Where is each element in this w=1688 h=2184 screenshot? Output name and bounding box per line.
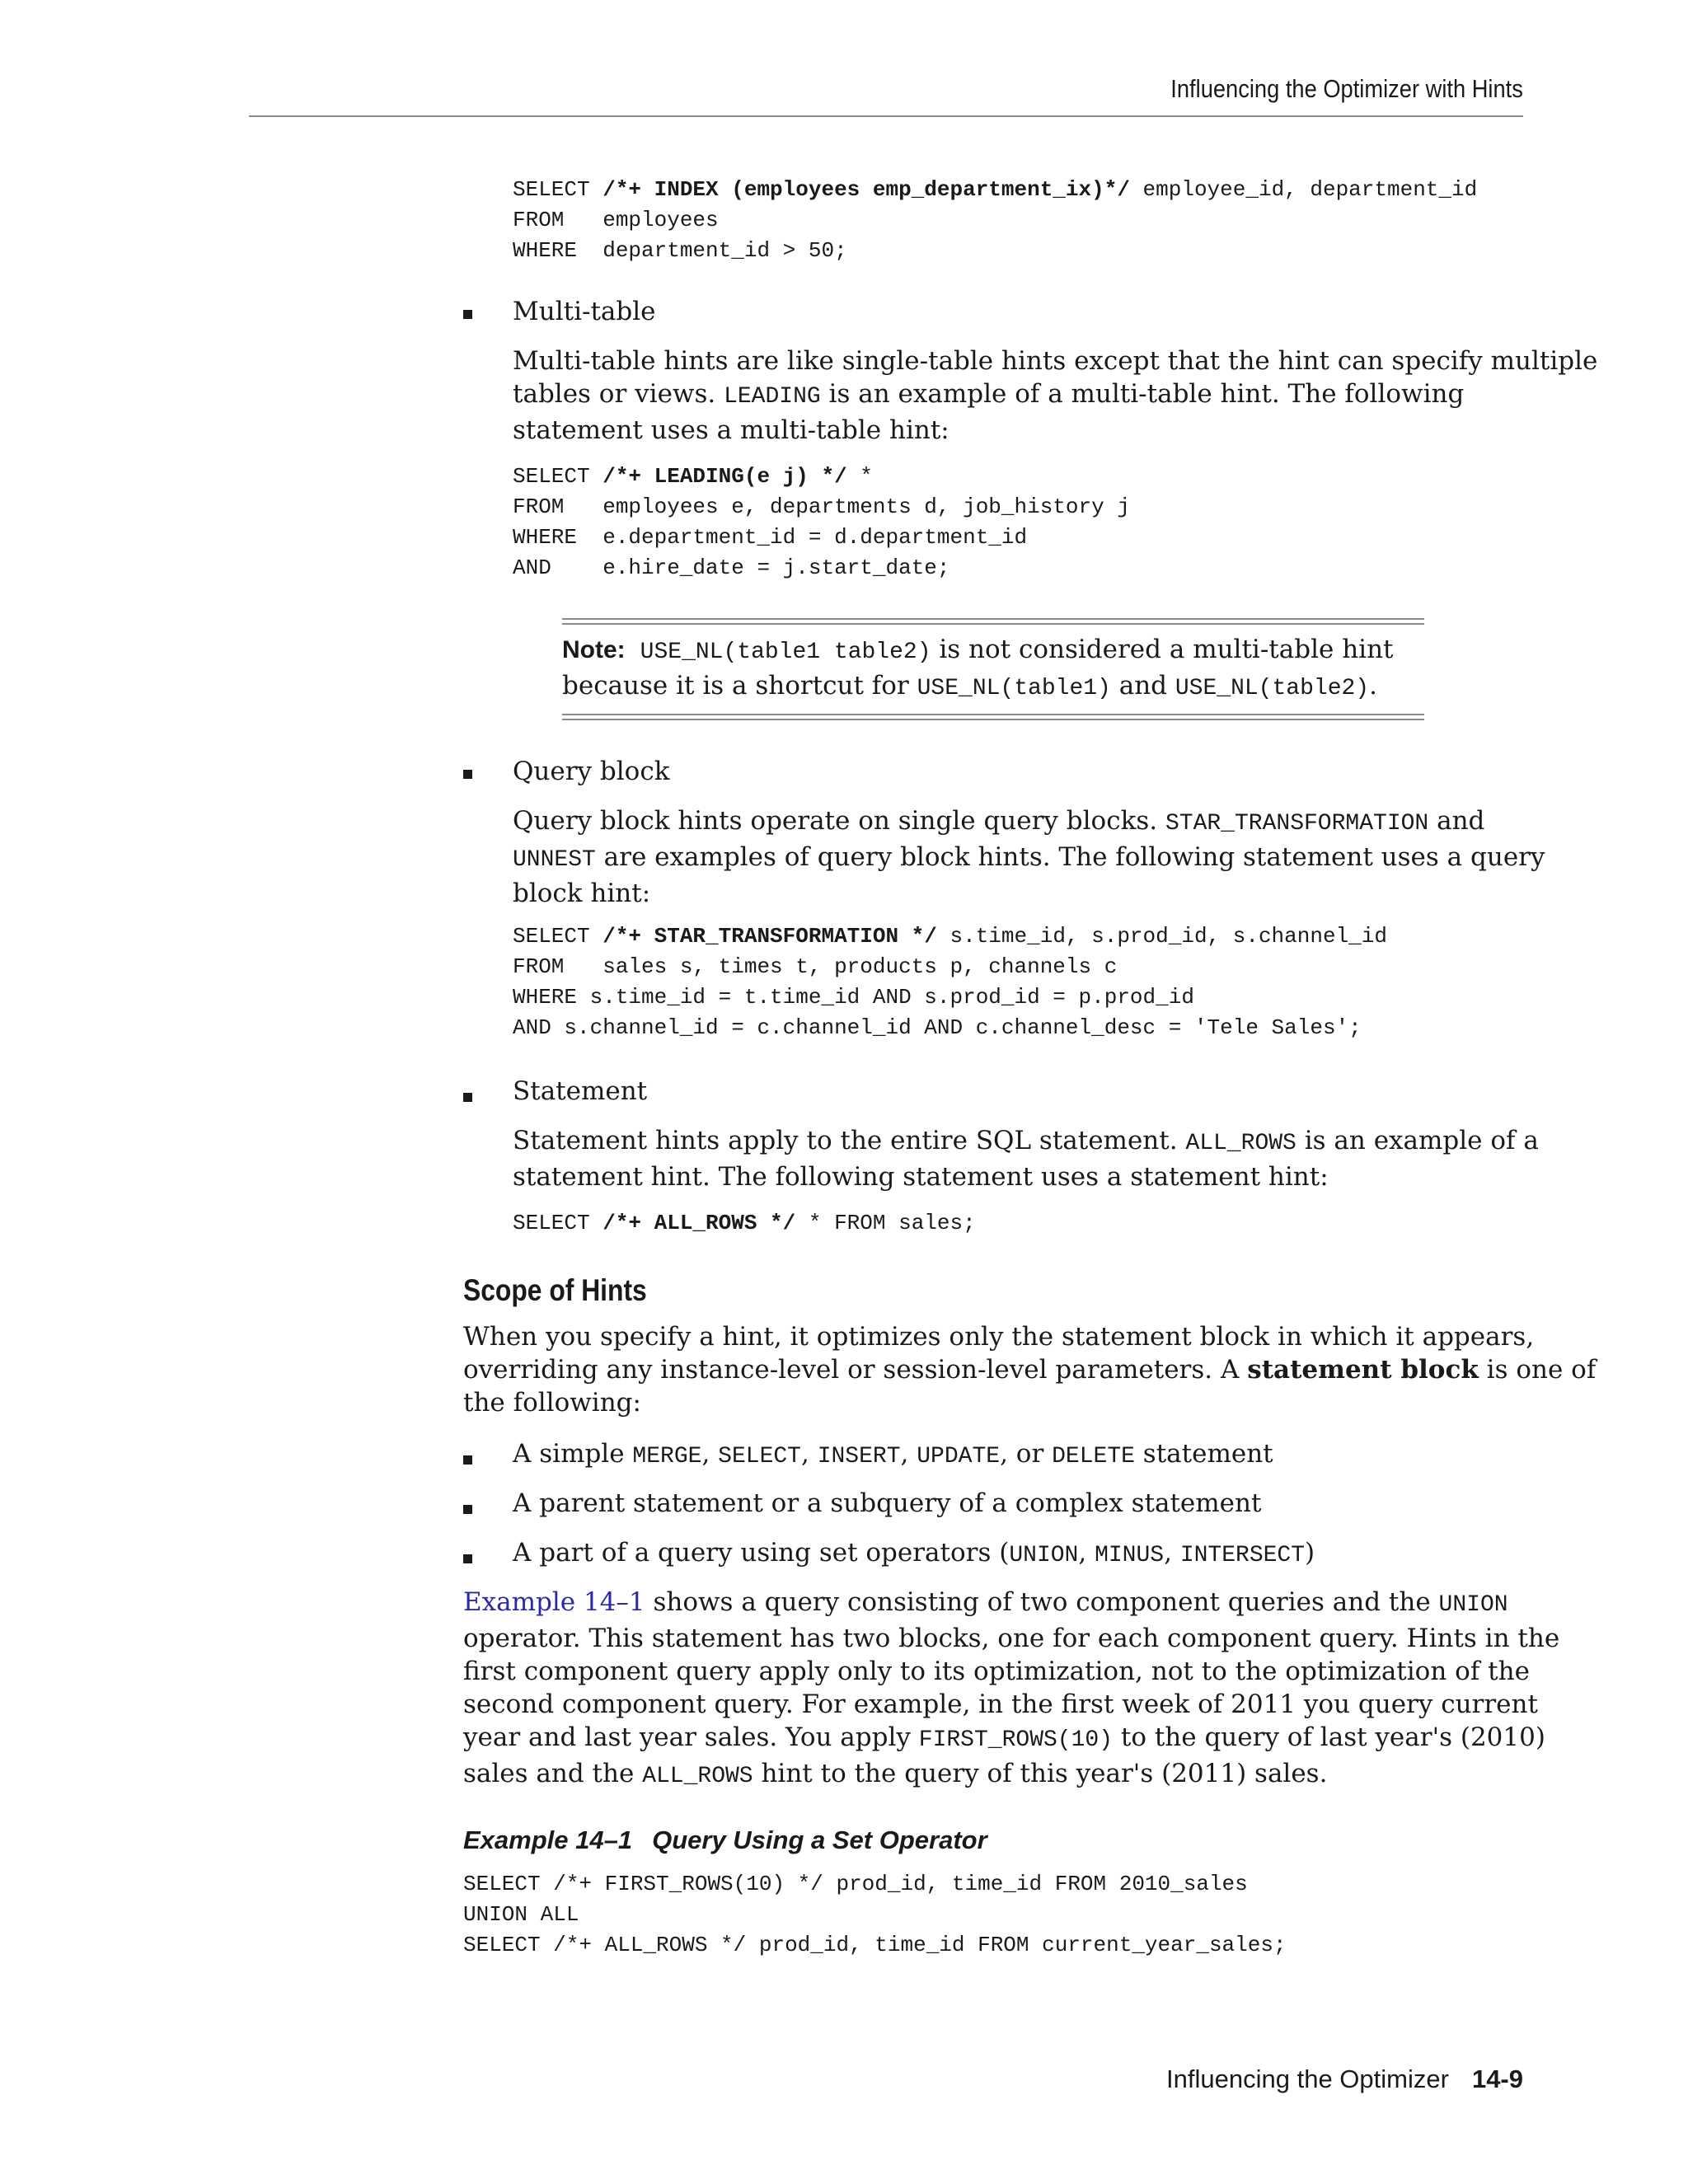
header-title: Influencing the Optimizer with Hints <box>1170 74 1523 103</box>
code-all-rows-hint: SELECT /*+ ALL_ROWS */ * FROM sales; <box>513 1211 976 1235</box>
section-heading-scope-of-hints: Scope of Hints <box>463 1273 647 1307</box>
list-item-heading-query-block: Query block <box>513 757 670 786</box>
code-index-hint: SELECT /*+ INDEX (employees emp_department_ix)*/ employee_id, department_id FROM employees WHERE department_id > 50; <box>513 177 1478 263</box>
footer-chapter: Influencing the Optimizer <box>1166 2064 1449 2093</box>
note-rule-bottom <box>562 714 1424 720</box>
running-footer <box>0 2064 1523 2094</box>
page-number: 14-9 <box>1471 2064 1523 2093</box>
paragraph-multi-table: Multi-table hints are like single-table hints except that the hint can specify multiple tables or views. LEADING is an example of a multi-table hint. The following statement uses a multi-table hint: <box>513 346 1598 445</box>
list-item-parent-statement: A parent statement or a subquery of a complex statement <box>513 1488 1262 1518</box>
running-header <box>249 73 1523 117</box>
code-leading-hint: SELECT /*+ LEADING(e j) */ * FROM employees e, departments d, job_history j WHERE e.department_id = d.department_id AND e.hire_date = j.start_date; <box>513 464 1130 580</box>
list-item-heading-multi-table: Multi-table <box>513 297 656 326</box>
paragraph-scope-intro: When you specify a hint, it optimizes only the statement block in which it appears, overriding any instance-level or session-level parameters. A statement block is one of the following: <box>463 1322 1597 1418</box>
example-link[interactable]: Example 14–1 <box>463 1587 645 1617</box>
bullet-marker <box>463 1505 472 1514</box>
bullet-marker <box>463 1455 472 1465</box>
note-label: Note: <box>562 636 626 663</box>
example-caption: Example 14–1 Query Using a Set Operator <box>463 1825 987 1854</box>
bullet-marker <box>463 310 472 319</box>
paragraph-statement: Statement hints apply to the entire SQL statement. ALL_ROWS is an example of a statement hint. The following statement uses a statement hint: <box>513 1126 1539 1192</box>
list-item-set-operators: A part of a query using set operators (UNION, MINUS, INTERSECT) <box>513 1538 1315 1568</box>
list-item-heading-statement: Statement <box>513 1076 648 1106</box>
bullet-marker <box>463 1093 472 1102</box>
paragraph-query-block: Query block hints operate on single query blocks. STAR_TRANSFORMATION and UNNEST are examples of query block hints. The following statement uses a query block hint: <box>513 806 1545 908</box>
bullet-marker <box>463 770 472 779</box>
code-example-set-operator: SELECT /*+ FIRST_ROWS(10) */ prod_id, time_id FROM 2010_sales UNION ALL SELECT /*+ ALL_ROWS */ prod_id, time_id FROM current_year_sales; <box>463 1872 1287 1957</box>
list-item-simple-statement: A simple MERGE, SELECT, INSERT, UPDATE, or DELETE statement <box>513 1439 1273 1469</box>
code-star-transformation-hint: SELECT /*+ STAR_TRANSFORMATION */ s.time_id, s.prod_id, s.channel_id FROM sales s, times t, products p, channels c WHERE s.time_id = t.time_id AND s.prod_id = p.prod_id AND s.channel_id = c.channel_id AND c.channel_desc = 'Tele Sales'; <box>513 924 1387 1040</box>
paragraph-scope-example: Example 14–1 shows a query consisting of two component queries and the UNION operator. This statement has two blocks, one for each component query. Hints in the first component query apply only to its optimization, not to the optimization of the second component query. For example, in the first week of 2011 you query current year and last year sales. You apply FIRST_ROWS(10) to the query of last year's (2010) sales and the ALL_ROWS hint to the query of this year's (2011) sales. <box>463 1587 1560 1789</box>
bullet-marker <box>463 1554 472 1563</box>
note-rule-top <box>562 618 1424 625</box>
note-box: Note: USE_NL(table1 table2) is not considered a multi-table hint because it is a shortcut for USE_NL(table1) and USE_NL(table2). <box>562 635 1394 701</box>
